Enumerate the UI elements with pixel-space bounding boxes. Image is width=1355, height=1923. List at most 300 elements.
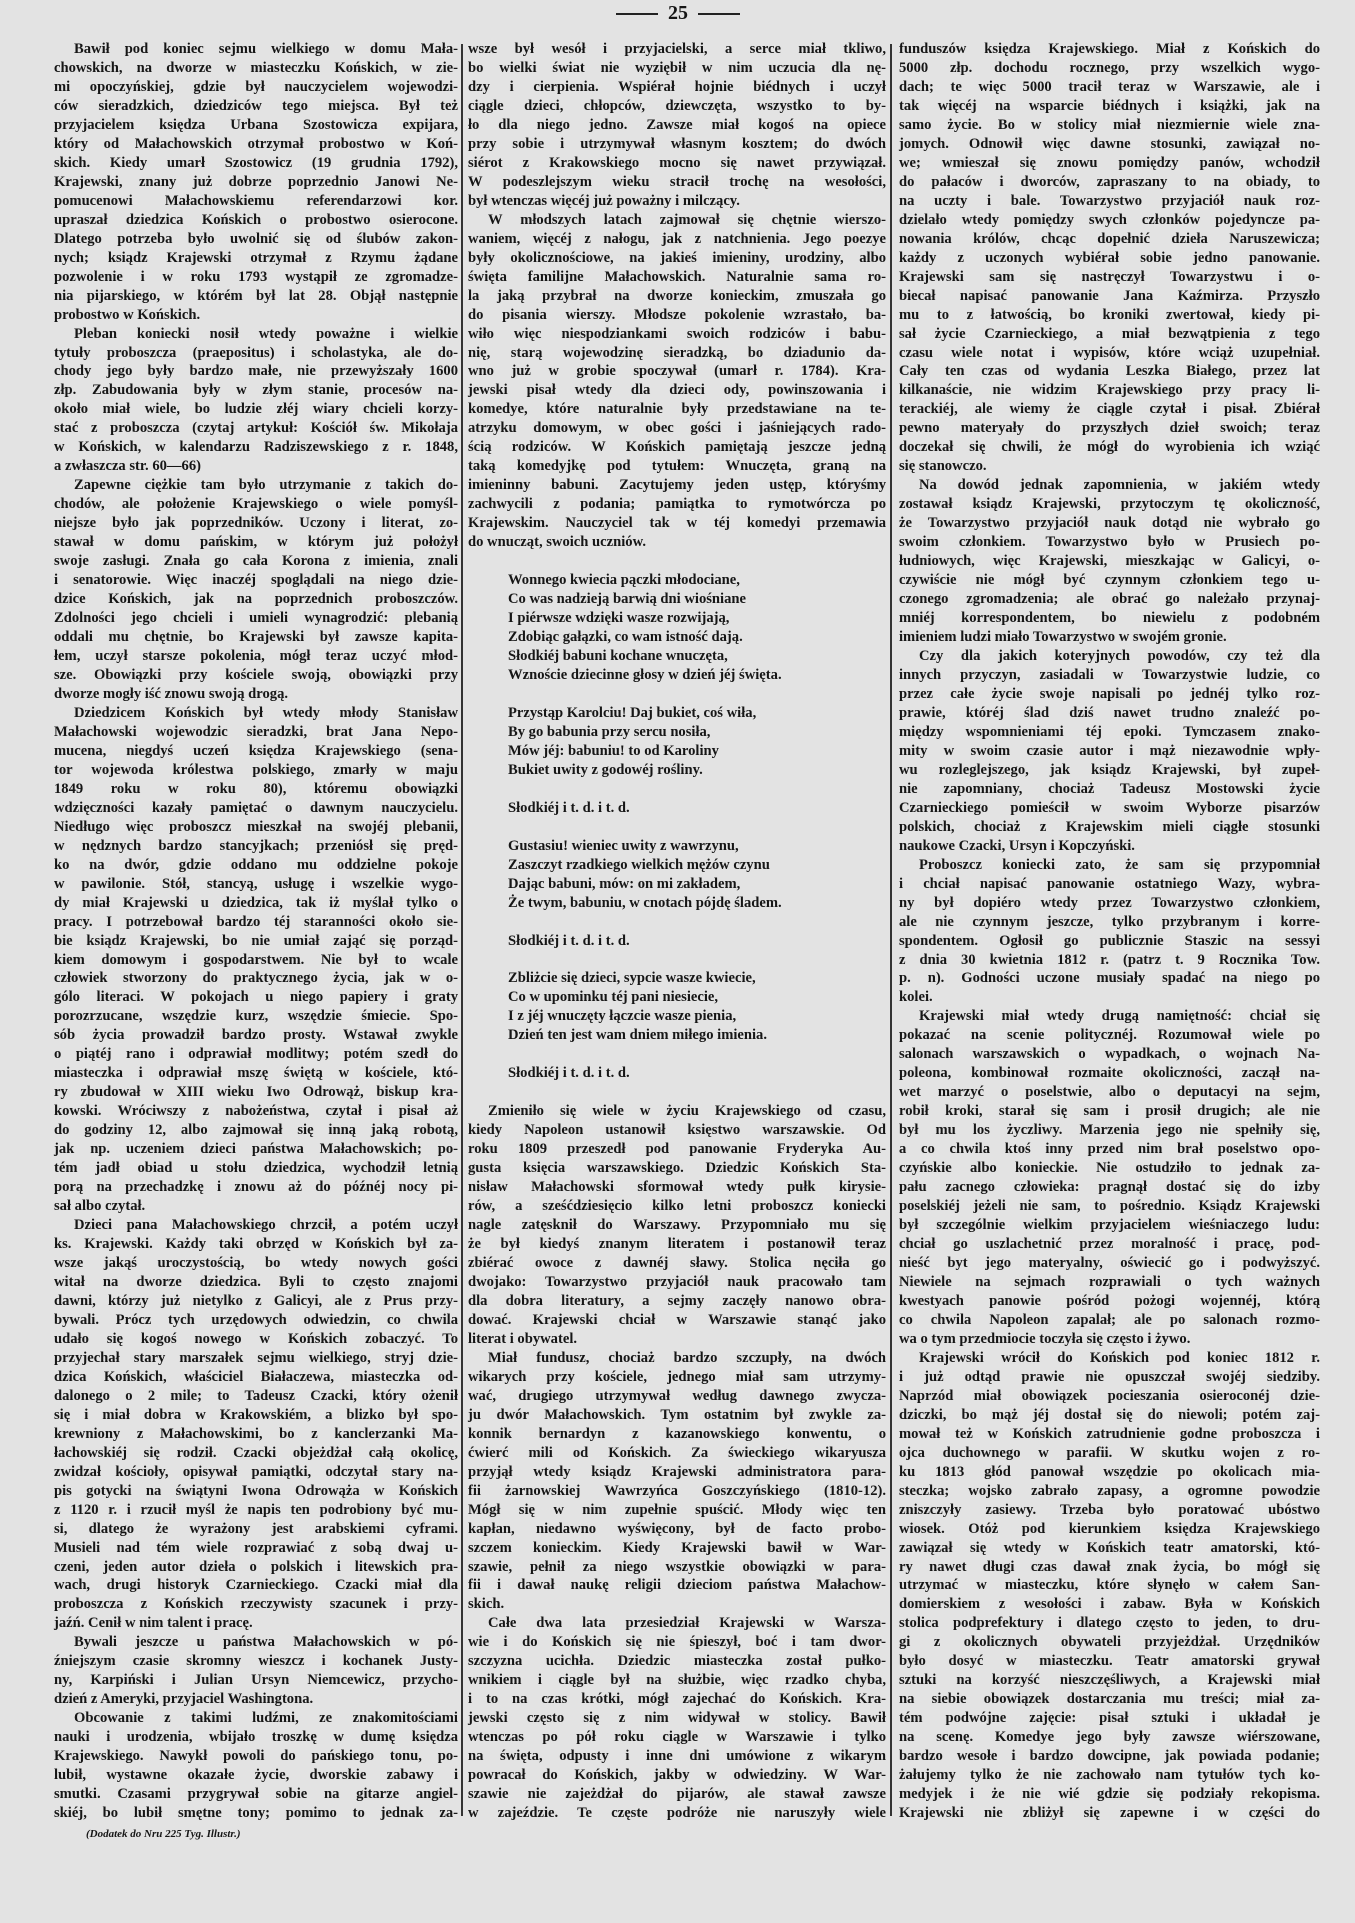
text-line: do wnucząt, swoich uczniów. xyxy=(468,534,646,551)
text-line: Dziedzicem Końskich był wtedy młody Stanisław xyxy=(74,704,458,721)
text-line: dzielało wtedy pomiędzy swych członków pojedyncze pa- xyxy=(899,211,1320,228)
text-line: człowiek stworzony do praktycznego życia, jak w o- xyxy=(54,970,458,987)
text-line: la jaką przybrał na dworze konieckim, zmuszała go xyxy=(468,287,886,304)
text-line: mucena, niegdyś uczeń księdza Krajewskiego (sena- xyxy=(54,742,458,759)
verse-line: Zbliżcie się dzieci, sypcie wasze kwiecie, xyxy=(508,970,756,987)
text-line: ny, Karpiński i Julian Ursyn Niemcewicz, przycho- xyxy=(54,1672,458,1689)
text-line: czonego zgromadzenia; ale obrać go należało przynaj- xyxy=(899,591,1320,608)
verse-line: Wonnego kwiecia pączki młodociane, xyxy=(508,572,740,589)
text-line: tak więcéj na wsparcie biédnych i książki, jak na xyxy=(899,97,1320,114)
text-line: sał życie Czarnieckiego, a miał bezwątpienia z tego xyxy=(899,325,1320,342)
verse-stanza xyxy=(468,799,886,818)
text-line: mniéj korrespondentem, bo niewielu z podobném xyxy=(899,610,1320,627)
text-line: mi opoczyńskiej, gdzie był nauczycielem wojewodzi- xyxy=(54,78,458,95)
paragraph xyxy=(899,647,1320,856)
text-line: był mu los życzliwy. Marzenia jego nie spełniły się, xyxy=(899,1122,1320,1139)
verse-line: I z jéj wnuczęty łączcie wasze pienia, xyxy=(508,1008,737,1025)
text-line: łachowskiéj się rodził. Czacki objeżdżał całą okolicę, xyxy=(54,1444,458,1461)
text-line: z 1120 r. i rzucił myśl że napis ten podrobiony być mu- xyxy=(54,1501,458,1518)
text-line: czeni, jeden autor dzieła o polskich i litewskich pra- xyxy=(54,1558,458,1575)
paragraph xyxy=(899,1007,1320,1348)
text-line: Bawił pod koniec sejmu wielkiego w domu Mała- xyxy=(74,41,458,57)
text-line: kowski. Wróciwszy z nabożeństwa, czytał i pisał aż xyxy=(54,1103,458,1120)
text-line: poleona, kombinował rozmaite okoliczności, zaczął na- xyxy=(899,1065,1320,1082)
text-line: na siebie obowiązek dostarczania mu treści; miał za- xyxy=(899,1691,1320,1708)
text-line: krewniony z Małachowskimi, bo z kanclerzanki Ma- xyxy=(54,1425,458,1442)
text-line: pomucenowi Małachowskiemu referendarzowi kor. xyxy=(54,192,458,209)
text-line: nagle zatęsknił do Warszawy. Przypomniało mu się xyxy=(468,1217,886,1234)
paragraph xyxy=(468,1349,886,1615)
text-line: gi z okolicznych obywateli przyjeżdżał. Urzędników xyxy=(899,1634,1320,1651)
text-line: pewno materyały do przyszłych dzieł swoich; teraz xyxy=(899,420,1320,437)
verse-line: Przystąp Karolciu! Daj bukiet, coś wiła, xyxy=(508,704,757,721)
text-line: tytuły proboszcza (praepositus) i scholastyka, ale do- xyxy=(54,344,458,361)
text-line: i to na czas krótki, mógł zajechać do Końskich. Kra- xyxy=(468,1691,886,1708)
text-line: chciał go uszlachetnić przez moralność i pracę, pod- xyxy=(899,1236,1320,1253)
verse-line: Że twym, babuniu, w cnotach pójdę śladem. xyxy=(508,894,782,911)
text-line: fii żarnowskiej Wawrzyńca Goszczyńskiego (1810-12). xyxy=(468,1482,886,1499)
text-line: się stanowczo. xyxy=(899,458,987,475)
text-line: atrzyku domowym, w obec gości i jaśniejących rado- xyxy=(468,420,886,437)
column-3 xyxy=(899,40,1320,1823)
text-line: prawie, któréj ślad dziś nawet trudno znaleźć po- xyxy=(899,704,1320,721)
text-line: wiło więc niespodziankami swoich rodziców i babu- xyxy=(468,325,886,342)
text-line: pału zacnego człowieka: pragnął dostać się do izby xyxy=(899,1179,1320,1196)
text-line: wdzięczności kazały pamiętać o dawnym nauczycielu. xyxy=(54,799,458,816)
paragraph xyxy=(899,856,1320,1008)
text-line: bardzo wesołe i bardzo dowcipne, jak powiada podanie; xyxy=(899,1748,1320,1765)
text-line: Naprzód miał obowiązek pocieszania osieroconéj dzie- xyxy=(899,1387,1320,1404)
paragraph xyxy=(468,211,886,552)
text-line: udało się kogoś nowego w Końskich zobaczyć. To xyxy=(54,1330,458,1347)
verse-stanza xyxy=(468,932,886,951)
text-line: dach; te więc 5000 tracił teraz w Warszawie, ale i xyxy=(899,78,1320,95)
text-line: pis gotycki na świątyni Iwona Odrowąża w Końskich xyxy=(54,1482,458,1499)
verse-line: Co w upominku téj pani niesiecie, xyxy=(508,989,719,1006)
text-line: Na dowód jednak zapomnienia, w jakiém wtedy xyxy=(919,477,1320,494)
text-line: medyjek i że nie wié gdzie się podziały rekopisma. xyxy=(899,1786,1320,1803)
text-line: terackiéj, ale wiemy że ciągle czytał i pisał. Zbiérał xyxy=(899,401,1320,418)
text-line: innych przyczyn, zasiadali w Towarzystwie ludzie, co xyxy=(899,666,1320,683)
text-line: dzice Końskich, jak na poprzednich proboszczów. xyxy=(54,591,458,608)
text-line: Krajewski nie zbliżył się zapewne i w części do xyxy=(899,1805,1320,1822)
text-line: dziczki, bo mąż jéj dostał się do niewoli; potém zaj- xyxy=(899,1406,1320,1423)
text-line: porą na przechadzkę i znowu aż do późnéj nocy pi- xyxy=(54,1179,458,1196)
text-line: Miał fundusz, chociaż bardzo szczupły, na dwóch xyxy=(488,1349,886,1366)
text-line: przyjacielem księdza Urbana Szostowicza expijara, xyxy=(54,116,458,133)
text-line: Dzieci pana Małachowskiego chrzcił, a potém uczył xyxy=(74,1217,458,1234)
text-line: sób życia prowadził bardzo prosty. Wstawał zwykle xyxy=(54,1027,458,1044)
text-line: bywali. Prócz tych urzędowych odwiedzin, co chwila xyxy=(54,1311,458,1328)
verse-line: Zdobiąc gałązki, co wam istność dają. xyxy=(508,629,743,646)
text-line: skich. xyxy=(468,1596,505,1613)
text-line: skiéj, bo lubił smętne tony; pomimo to jednak za- xyxy=(54,1805,458,1822)
text-line: Krajewskim. Nauczyciel tak w téj komedyi przemawia xyxy=(468,515,886,532)
text-line: każdy z uczonych wybiérał sobie jedno panowanie. xyxy=(899,249,1320,266)
text-line: Pleban koniecki nosił wtedy poważne i wielkie xyxy=(74,325,458,342)
text-line: w Końskich, w kalendarzu Radziszewskiego z r. 1848, xyxy=(54,439,458,456)
verse-line: Słodkiéj i t. d. i t. d. xyxy=(508,932,630,949)
text-line: W podeszlejszym wieku stracił trochę na wesołości, xyxy=(468,173,886,190)
text-line: przyjął wtedy ksiądz Krajewski administratora para- xyxy=(468,1463,886,1480)
text-line: nych; ksiądz Krajewski otrzymał z Rzymu żądane xyxy=(54,249,458,266)
verse-line: Bukiet uwity z godowéj rośliny. xyxy=(508,761,703,778)
text-line: zwidzał kościoły, opisywał pamiątki, odczytał stary na- xyxy=(54,1463,458,1480)
verse-line: Mów jéj: babuniu! to od Karoliny xyxy=(508,742,719,759)
page-number-text: 25 xyxy=(668,2,688,24)
text-line: szawie nie zajeżdżał do pijarów, ale stawał zawsze xyxy=(468,1786,886,1803)
text-line: p. n). Godności uczone musiały spadać na niego po xyxy=(899,970,1320,987)
text-line: czywiście nie mógł być czynnym członkiem tego u- xyxy=(899,572,1320,589)
text-line: Krajewski wrócił do Końskich pod koniec 1812 r. xyxy=(919,1349,1320,1366)
verse-line: Słodkiéj i t. d. i t. d. xyxy=(508,799,630,816)
text-line: przy sobie i utrzymywał własnym kosztem; do dwóch xyxy=(468,135,886,152)
text-line: Proboszcz koniecki zato, że sam się przypomniał xyxy=(919,856,1320,873)
text-line: dy miał Krajewski u dziedzica, tak iż myślał tylko o xyxy=(54,894,458,911)
blank-line xyxy=(468,951,886,970)
blank-line xyxy=(468,780,886,799)
text-line: swoje zasługi. Znała go cała Korona z imienia, znali xyxy=(54,553,458,570)
text-line: nię, starą wojewodzinę sieradzką, bo dziadunio da- xyxy=(468,344,886,361)
paragraph xyxy=(468,40,886,211)
text-line: wu rozleglejszego, jak ksiądz Krajewski, był zupeł- xyxy=(899,761,1320,778)
text-line: Mógł się w nim zupełnie spuścić. Młody więc ten xyxy=(468,1501,886,1518)
verse-line: Zaszczyt rzadkiego wielkich mężów czynu xyxy=(508,856,770,873)
verse-line: I piérwsze wdzięki wasze rozwijają, xyxy=(508,610,730,627)
text-line: do pisania wierszy. Młodsze pokolenie wzrastało, ba- xyxy=(468,306,886,323)
text-line: czasu wiele notat i wypisów, które wciąż uzupełniał. xyxy=(899,344,1320,361)
text-line: doczekał się chwili, że mógł do wyrobienia ich wziąć xyxy=(899,439,1320,456)
text-line: że był kiedyś znanym literatem i postanowił teraz xyxy=(468,1236,886,1253)
text-line: powracał do Końskich, jakby w odwiedziny. W War- xyxy=(468,1767,886,1784)
text-line: Niewiele na sejmach rozprawiali o tych ważnych xyxy=(899,1273,1320,1290)
text-line: dzień z Ameryki, przyjaciel Washingtona. xyxy=(54,1691,314,1708)
text-line: do godziny 12, albo zajmował się inną jaką robotą, xyxy=(54,1122,458,1139)
text-line: a co chwila ktoś inny przed nim brał poselstwo opo- xyxy=(899,1141,1320,1158)
text-line: nia pijarskiego, w którém był lat 28. Objął następnie xyxy=(54,287,458,304)
text-line: zbiérać owoce z dawnéj sławy. Stolica nęciła go xyxy=(468,1255,886,1271)
text-line: sztuki na korzyść nieszczęśliwych, a Krajewski miał xyxy=(899,1672,1320,1689)
text-line: ry nawet długi czas dawał znak życia, bo mógł się xyxy=(899,1558,1320,1575)
text-line: który od Małachowskich otrzymał probostwo w Koń- xyxy=(54,135,458,152)
text-line: dawni, którzy już nietylko z Galicyi, ale z Prus przy- xyxy=(54,1292,458,1309)
text-line: literat i obywatel. xyxy=(468,1330,578,1347)
text-line: nauki i urodzenia, wbijało troszkę w dumę księdza xyxy=(54,1729,458,1746)
verse-line: Gustasiu! wieniec uwity z wawrzynu, xyxy=(508,837,739,854)
text-line: proboszcza z Końskich rzeczywisty szacunek i przy- xyxy=(54,1596,458,1613)
text-line: Dlatego potrzeba było uwolnić się od ślubów zakon- xyxy=(54,230,458,247)
text-line: samo życie. Bo w stolicy miał niezmiernie wiele zna- xyxy=(899,116,1320,133)
text-line: witał na dworze dziedzica. Byli to często znajomi xyxy=(54,1273,458,1290)
column-divider xyxy=(890,44,892,1816)
text-line: sał albo czytał. xyxy=(54,1198,146,1215)
verse-stanza xyxy=(468,1064,886,1083)
text-line: i chciał napisać panowanie ostatniego Wazy, wybra- xyxy=(899,875,1320,892)
text-line: jewski pisał wtedy dla dzieci ody, powinszowania i xyxy=(468,382,886,399)
text-line: funduszów księdza Krajewskiego. Miał z Końskich do xyxy=(899,41,1320,57)
paragraph xyxy=(54,1633,458,1709)
text-line: Krajewski sam się nastręczył Towarzystwu i o- xyxy=(899,268,1320,285)
text-line: na uczty i bale. Towarzystwo przyjaciół nauk roz- xyxy=(899,192,1320,209)
text-line: ny był dopiéro wtedy przez Towarzystwo członkiem, xyxy=(899,894,1320,911)
text-line: wać, drugiego utrzymywał według dawnego zwycza- xyxy=(468,1387,886,1404)
text-line: jomych. Odnowił więc dawne stosunki, zawiązał no- xyxy=(899,135,1320,152)
text-line: porozrzucane, wszędzie kurz, wszędzie śmiecie. Spo- xyxy=(54,1008,458,1025)
text-line: biecał napisać panowanie Jana Kaźmirza. Przyszło xyxy=(899,287,1320,304)
text-line: Zdolności jego chcieli i umieli wynagrodzić: plebanią xyxy=(54,610,458,627)
blank-line xyxy=(468,1045,886,1064)
text-line: sze. Obowiązki przy kościele swoją, obowiązki przy xyxy=(54,666,458,683)
text-line: pozwolenie i w roku 1793 wystąpił ze zgromadze- xyxy=(54,268,458,285)
text-line: było dosyć w miasteczku. Teatr amatorski grywał xyxy=(899,1653,1320,1670)
text-line: około miał wiele, bo ludzie złéj wiary chcieli korzy- xyxy=(54,401,458,418)
text-line: bie ksiądz Krajewski, bo nie umiał zająć się porząd- xyxy=(54,932,458,949)
text-line: szczem konieckim. Kiedy Krajewski bawił w War- xyxy=(468,1539,886,1556)
verse-line: By go babunia przy sercu nosiła, xyxy=(508,723,711,740)
text-line: Zapewne ciężkie tam było utrzymanie z takich do- xyxy=(74,477,458,494)
text-line: dzica Końskich, właściciel Białaczewa, miasteczka od- xyxy=(54,1368,458,1385)
paragraph xyxy=(468,1102,886,1349)
text-line: Musieli nad tém wiele rozprawiać z sobą dwaj u- xyxy=(54,1539,458,1556)
column-divider xyxy=(461,44,463,1816)
text-line: gusta księcia warszawskiego. Dziedzic Końskich Sta- xyxy=(468,1160,886,1177)
text-line: naukowe Czacki, Ursyn i Kopczyński. xyxy=(899,837,1135,854)
text-line: na scenę. Komedye jego były zawsze wiérszowane, xyxy=(899,1729,1320,1746)
text-line: Zmieniło się wiele w życiu Krajewskiego od czasu, xyxy=(488,1103,886,1120)
paragraph xyxy=(54,325,458,477)
text-line: ko na dwór, gdzie oddano mu oddzielne pokoje xyxy=(54,856,458,873)
text-line: probostwo w Końskich. xyxy=(54,306,201,323)
text-line: czyńskie albo konieckie. Nie ostudziło to jednak za- xyxy=(899,1160,1320,1177)
text-line: Niedługo więc proboszcz mieszkał na swojéj plebanii, xyxy=(54,818,458,835)
verse-line: Dzień ten jest wam dniem miłego imienia. xyxy=(508,1027,767,1044)
text-line: chowskich, na dworze w miasteczku Końskich, w zie- xyxy=(54,59,458,76)
blank-line xyxy=(468,818,886,837)
text-line: ale nie czynnym jeszcze, tylko przybranym i korre- xyxy=(899,913,1320,930)
text-line: salonach warszawskich o wypadkach, o wojnach Na- xyxy=(899,1046,1320,1063)
paragraph xyxy=(468,1614,886,1823)
text-line: we; wmieszał się znowu pomiędzy panów, wchodził xyxy=(899,154,1320,171)
text-line: kiem domowym i gospodarstwem. Nie był to wcale xyxy=(54,951,458,968)
text-line: gólo literaci. W pokojach u niego papiery i graty xyxy=(54,989,458,1006)
text-line: wtenczas po pół roku ciągle w Warszawie i tylko xyxy=(468,1729,886,1746)
text-line: Bywali jeszcze u państwa Małachowskich w pó- xyxy=(74,1634,458,1651)
text-line: stawał w domu pańskim, w którym już położył xyxy=(54,534,458,551)
blank-line xyxy=(468,685,886,704)
text-line: w nędznych bardzo stancyjkach; przeniósł się pręd- xyxy=(54,837,458,854)
text-line: ćwierć mili od Końskich. Za świeckiego wikaryusza xyxy=(468,1444,886,1461)
dash-left xyxy=(616,13,658,15)
text-line: złp. Zabudowania były w złym stanie, procesów na- xyxy=(54,382,458,399)
text-line: dalonego o 2 mile; to Tadeusz Czacki, który ożenił xyxy=(54,1387,458,1404)
dash-right xyxy=(698,13,740,15)
text-line: Cały ten czas od wydania Leszka Białego, przez lat xyxy=(899,363,1320,380)
column-1 xyxy=(54,40,458,1823)
text-line: Całe dwa lata przesiedział Krajewski w Warsza- xyxy=(488,1615,886,1632)
text-line: był wtenczas więcéj już poważny i milczący. xyxy=(468,192,740,209)
text-line: ciągle dzieci, chłopców, dziewczęta, wszystko to by- xyxy=(468,97,886,114)
text-line: a zwłaszcza str. 60—66) xyxy=(54,458,201,475)
text-line: dwojako: Towarzystwo przyjaciół nauk pracowało tam xyxy=(468,1273,886,1290)
text-line: fii i dawał naukę religii dzieciom państwa Małachow- xyxy=(468,1577,886,1594)
paragraph xyxy=(54,1709,458,1823)
text-line: robił kroki, starał się sam i prosił drugich; ale nie xyxy=(899,1103,1320,1120)
text-line: smutki. Czasami przygrywał sobie na gitarze angiel- xyxy=(54,1786,458,1803)
text-line: steczka; wojsko zabrało zapasy, a ogromne powodzie xyxy=(899,1482,1320,1499)
paragraph xyxy=(54,476,458,704)
verse-line: Wznoście dziecinne głosy w dzień jéj święta. xyxy=(508,666,782,683)
text-line: wno już w grobie spoczywał (umarł r. 1784). Kra- xyxy=(468,363,886,380)
text-line: zachwycili z podania; pamiątka to rymotwórcza po xyxy=(468,496,886,513)
text-line: lubił, wystawne okazałe życie, dworskie zabawy i xyxy=(54,1767,458,1784)
text-line: stolica podprefektury i dlatego często to jeden, to dru- xyxy=(899,1615,1320,1632)
text-line: wsze jakąś uroczystością, bo wtedy nowych gości xyxy=(54,1255,458,1271)
text-line: dzy i cierpienia. Wspiérał hojnie biédnych i uczył xyxy=(468,78,886,95)
text-line: ło dla niego jedno. Zawsze miał kogoś na opiece xyxy=(468,116,886,133)
text-line: ju dwór Małachowskich. Tym ostatnim był zwykle za- xyxy=(468,1406,886,1423)
footnote: (Dodatek do Nru 225 Tyg. Illustr.) xyxy=(86,1828,241,1840)
text-line: łem, uczył starsze pokolenia, mógł teraz uczyć młod- xyxy=(54,648,458,664)
text-line: swoim członkiem. Towarzystwo było w Prusiech po- xyxy=(899,534,1320,551)
text-line: i już odtąd prawie nie opuszczał swojéj siedziby. xyxy=(899,1368,1320,1385)
text-line: ojca duchownego w parafii. W skutku wojen z ro- xyxy=(899,1444,1320,1461)
text-line: konnik bernardyn z kazanowskiego konwentu, o xyxy=(468,1425,886,1442)
verse-line: Co was nadzieją barwią dni wiośniane xyxy=(508,591,746,608)
text-line: że Towarzystwo przyjaciół nauk dotąd nie wybrało go xyxy=(899,515,1320,532)
text-line: tém jadł obiad u stołu dziedzica, wychodził letnią xyxy=(54,1160,458,1177)
text-line: mował też w Końskich zatrudnienie godne proboszcza i xyxy=(899,1425,1320,1442)
text-line: roku 1809 przeszedł pod panowanie Fryderyka Au- xyxy=(468,1141,886,1158)
text-line: nisław Małachowski sformował wtedy pułk kirysie- xyxy=(468,1179,886,1196)
text-line: jak np. uczeniem dzieci państwa Małachowskich; po- xyxy=(54,1141,458,1158)
text-line: wie i do Końskich się nie śpieszył, boć i tam dwor- xyxy=(468,1634,886,1651)
text-line: jewski często się z nim widywał w stolicy. Bawił xyxy=(468,1710,886,1727)
text-line: do pałaców i dworców, zapraszany to na obiady, to xyxy=(899,173,1320,190)
text-line: miasteczka i odprawiał mszę świętą w kościele, któ- xyxy=(54,1065,458,1082)
paragraph xyxy=(54,704,458,1216)
text-line: były okolicznościowe, na jakieś imieniny, urodziny, albo xyxy=(468,249,886,266)
text-line: dować. Krajewski chciał w Warszawie stanąć jako xyxy=(468,1311,886,1328)
blank-line xyxy=(468,552,886,571)
text-line: Małachowski wojewodzic sieradzki, brat Jana Nepo- xyxy=(54,723,458,740)
paragraph xyxy=(54,1216,458,1633)
text-line: kwestyach panowie pośród pożogi wojennéj, którą xyxy=(899,1292,1320,1309)
verse-line: Dając babuni, mów: on mi zakładem, xyxy=(508,875,741,892)
text-line: szczyzna ucichła. Dziedzic miasteczka został pułko- xyxy=(468,1653,886,1670)
verse-stanza xyxy=(468,704,886,780)
text-line: ry zbudował w XIII wieku Iwo Odrowąż, biskup kra- xyxy=(54,1084,458,1101)
text-line: chody jego były bardzo małe, nie przewyższały 1600 xyxy=(54,363,458,380)
text-line: Czarnieckiego pomieścił w swoim Wyborze pisarzów xyxy=(899,799,1320,816)
text-line: ku 1813 głód panował wszędzie po okolicach mia- xyxy=(899,1463,1320,1480)
text-line: przez całe życie swoje napisali po jednéj tylko roz- xyxy=(899,685,1320,702)
text-line: kolei. xyxy=(899,989,933,1006)
verse-line: Słodkiéj babuni kochane wnuczęta, xyxy=(508,648,728,664)
text-line: chodów, ale położenie Krajewskiego o wiele pomyśl- xyxy=(54,496,458,513)
verse-stanza xyxy=(468,571,886,685)
text-line: kiedy Napoleon ustanowił księstwo warszawskie. Od xyxy=(468,1122,886,1139)
text-line: 1849 roku w roku 80), któremu obowiązki xyxy=(54,780,458,797)
text-line: jaźń. Cenił w nim talent i pracę. xyxy=(54,1615,253,1632)
text-line: tor wojewoda królestwa polskiego, zmarły w maju xyxy=(54,761,458,778)
text-line: i senatorowie. Więc inaczéj spoglądali na niego dzie- xyxy=(54,572,458,589)
text-line: co chwila Napoleon zapalał; ale po salonach rozmo- xyxy=(899,1311,1320,1328)
text-line: ścią rodziców. W Końskich pamiętają jeszcze jedną xyxy=(468,439,886,456)
text-line: imieninny babuni. Zacytujemy jeden ustęp, któryśmy xyxy=(468,477,886,494)
verse-line: Słodkiéj i t. d. i t. d. xyxy=(508,1065,630,1082)
text-line: skich. Kiedy umarł Szostowicz (19 grudnia 1792), xyxy=(54,154,458,171)
text-line: żałujemy tylko że nie zachowało nam tytułów tych ko- xyxy=(899,1767,1320,1784)
text-line: upraszał dziedzica Końskich o probostwo osierocone. xyxy=(54,211,458,228)
text-line: mity w swoim czasie autor i mąż niezawodnie wpły- xyxy=(899,742,1320,759)
paragraph xyxy=(899,1349,1320,1823)
text-line: tém podwójne zajęcie: pisał sztuki i układał je xyxy=(899,1710,1320,1727)
text-line: oddali mu chętnie, bo Krajewski był zawsze kapita- xyxy=(54,629,458,646)
text-line: zostawał ksiądz Krajewski, przytoczym tę okoliczność, xyxy=(899,496,1320,513)
text-line: łudniowych, więc Krajewski, mieszkając w Galicyi, o- xyxy=(899,553,1320,570)
text-line: o piątéj rano i odprawiał modlitwy; potém szedł do xyxy=(54,1046,458,1063)
text-line: 5000 złp. dochodu rocznego, przy wszelkich wygo- xyxy=(899,59,1320,76)
text-line: kilkanaście, nie widzim Krajewskiego przy pracy li- xyxy=(899,382,1320,399)
text-line: nowania królów, chcąc dopełnić dzieła Naruszewicza; xyxy=(899,230,1320,247)
text-line: polskich, chociaż z Krajewskim mieli ciągłe stosunki xyxy=(899,818,1320,835)
text-line: Krajewski miał wtedy drugą namiętność: chciał się xyxy=(919,1008,1320,1025)
text-line: ców sieradzkich, dziedziców tego miejsca. Był też xyxy=(54,97,458,114)
page-number xyxy=(600,2,756,25)
text-line: pracy. I potrzebował bardzo téj staranności około sie- xyxy=(54,913,458,930)
text-line: pokazać na scenie politycznéj. Rozumował wiele po xyxy=(899,1027,1320,1044)
text-line: święta familijne Małachowskich. Naturalnie sama ro- xyxy=(468,268,886,285)
text-line: zniszczyły zasiewy. Trzeba było poratować ubóstwo xyxy=(899,1501,1320,1518)
text-line: się i miał dobra w Krakowskiém, a blizko był spo- xyxy=(54,1406,458,1423)
text-line: w pawilonie. Stół, stancyą, usługę i wszelkie wygo- xyxy=(54,875,458,892)
text-line: wnikiem i ciągle był na służbie, więc rzadko chyba, xyxy=(468,1672,886,1689)
text-line: szawie, pełnił za niego wszystkie obowiązki w para- xyxy=(468,1558,886,1575)
text-line: kapłan, niedawno wyświęcony, był de facto probo- xyxy=(468,1520,886,1537)
text-line: waniem, więcéj z nałogu, jak z natchnienia. Jego poezye xyxy=(468,230,886,247)
text-line: wa o tym przedmiocie toczyła się często i żywo. xyxy=(899,1330,1191,1347)
text-line: si, dlatego że wyrażony jest arabskiemi cyframi. xyxy=(54,1520,458,1537)
text-line: spondentem. Ogłosił go publicznie Staszic na sessyi xyxy=(899,932,1320,949)
text-line: domierskiem z wesołości i zabaw. Była w Końskich xyxy=(899,1596,1320,1613)
text-line: między wspomnieniami téj epoki. Tymczasem znako- xyxy=(899,723,1320,740)
verse-stanza xyxy=(468,837,886,913)
text-line: imieniem ludzi miało Towarzystwo w swojém gronie. xyxy=(899,629,1227,646)
text-line: poselskiéj jeżeli nie sam, to pośrednio. Ksiądz Krajewski xyxy=(899,1198,1320,1215)
column-2 xyxy=(468,40,886,1823)
text-line: wsze był wesół i przyjacielski, a serce miał tkliwo, xyxy=(468,41,886,57)
text-line: komedye, które naturalnie były przedstawiane na te- xyxy=(468,401,886,418)
text-line: wiosek. Otóż pod kierunkiem księdza Krajewskiego xyxy=(899,1520,1320,1537)
text-line: na święta, odpusty i inne dni umówione z wikarym xyxy=(468,1748,886,1765)
text-line: Obcowanie z takimi ludźmi, ze znakomitościami xyxy=(74,1710,458,1727)
text-line: źniejszym czasie skromny wieszcz i kochanek Justy- xyxy=(54,1653,458,1670)
text-line: wikarych przy kościele, jednego miał sam utrzymy- xyxy=(468,1368,886,1385)
text-line: wet marzyć o poselstwie, albo o deputacyi na sejm, xyxy=(899,1084,1320,1101)
text-line: z dnia 30 kwietnia 1812 r. (patrz t. 9 Rocznika Tow. xyxy=(899,951,1320,968)
text-line: bo wielki świat nie wyziębił w nim uczucia dla nę- xyxy=(468,59,886,76)
text-line: taką komedyjkę pod tytułem: Wnuczęta, graną na xyxy=(468,458,886,475)
text-line: stać z proboszcza (czytaj artykuł: Kościół św. Mikołaja xyxy=(54,420,458,437)
text-line: siérot z Krakowskiego mocno się nawet przywiązał. xyxy=(468,154,886,171)
text-line: przyjechał stary marszałek sejmu wielkiego, stryj dzie- xyxy=(54,1349,458,1366)
text-line: dla dobra literatury, a sejmy zaczęły nanowo obra- xyxy=(468,1292,886,1309)
blank-line xyxy=(468,1083,886,1102)
text-line: Czy dla jakich koteryjnych powodów, czy też dla xyxy=(919,648,1320,664)
text-line: dworze mogły iść znowu swoją drogą. xyxy=(54,685,289,702)
text-line: utrzymać w miasteczku, które słynęło w całem San- xyxy=(899,1577,1320,1594)
paragraph xyxy=(899,476,1320,647)
